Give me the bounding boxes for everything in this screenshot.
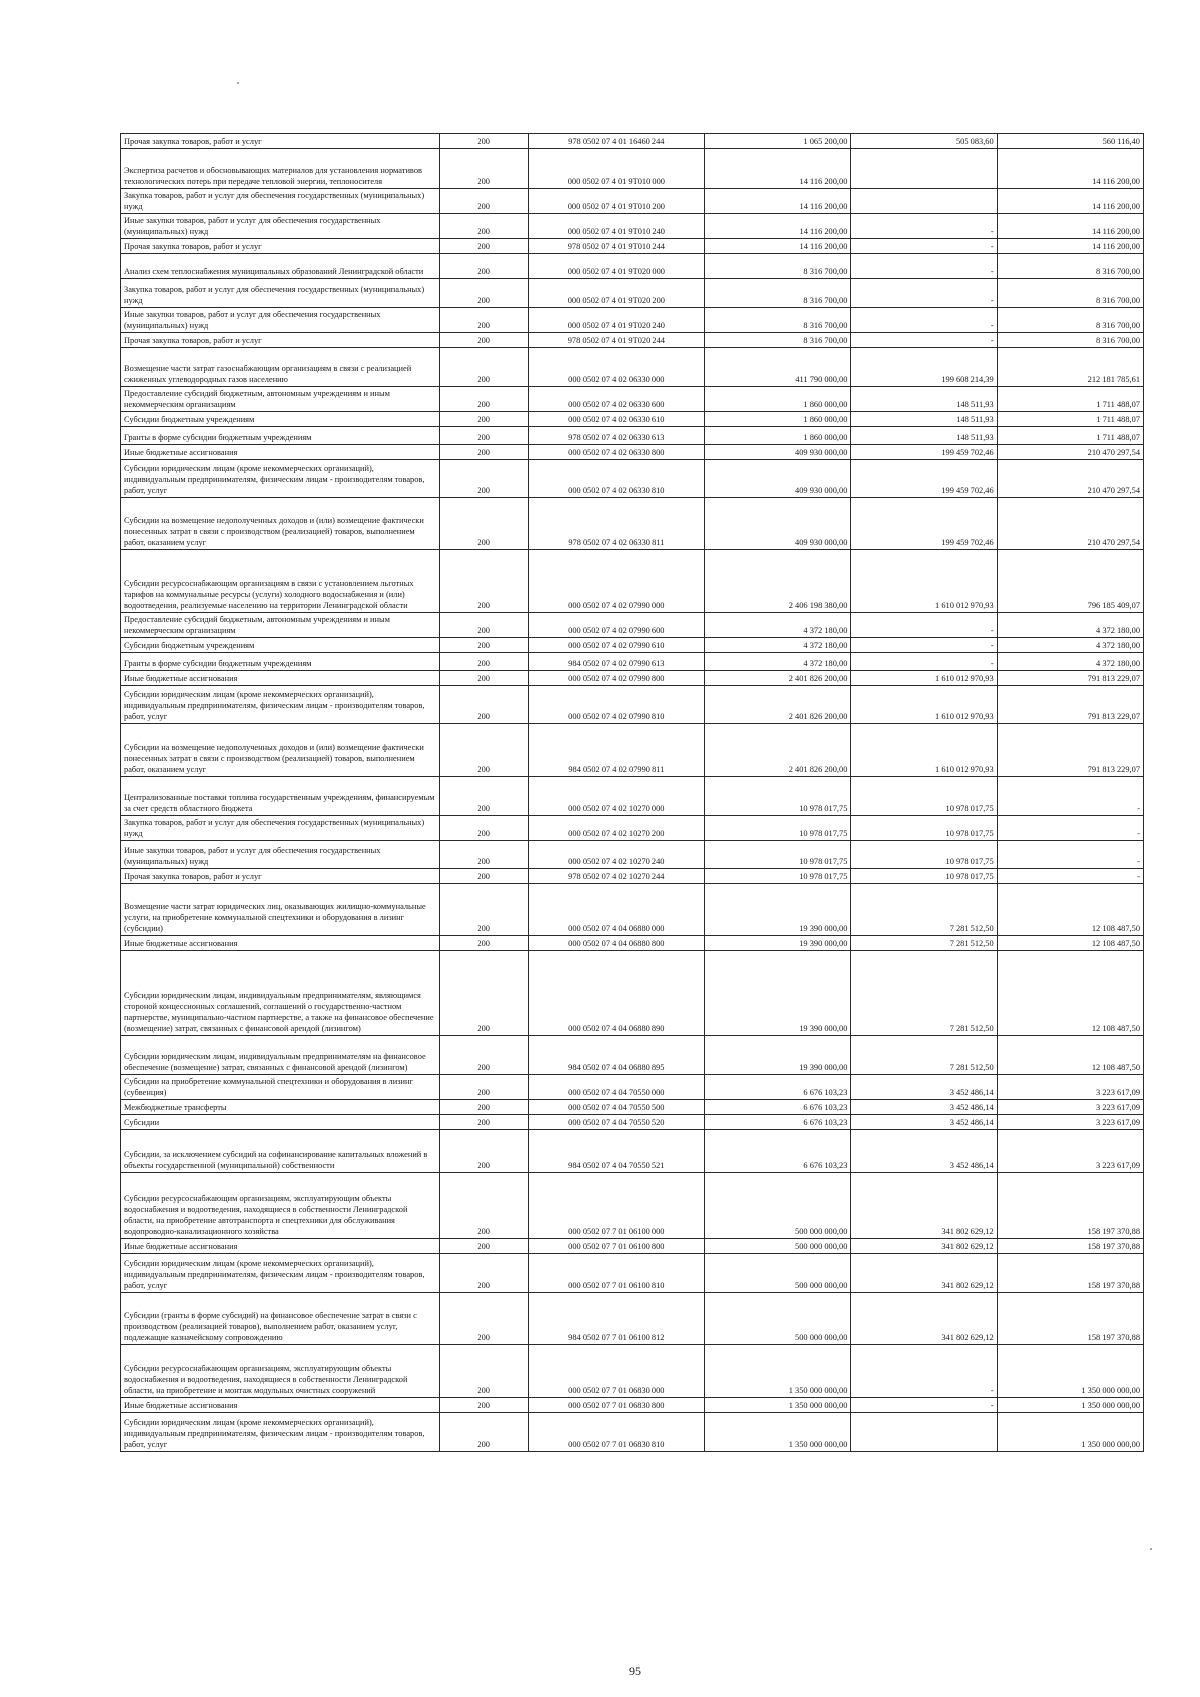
row-line-code-cell: 200 xyxy=(439,777,528,816)
row-name-cell: Субсидии юридическим лицам (кроме некоммерческих организаций), индивидуальным предпринимателям, физическим лицам - производителям товаров, работ, услуг xyxy=(121,460,440,498)
row-name-cell: Субсидии юридическим лицам, индивидуальным предпринимателям, являющимся стороной концессионных соглашений, соглашений о государственно-частном партнерстве, муниципально-частном партнерстве, а также на финансовое обеспечение (возмещение) затрат, связанных с финансовой арендой (лизингом) xyxy=(121,951,440,1036)
row-executed-amount-cell: - xyxy=(851,308,997,333)
row-executed-amount-cell: 199 459 702,46 xyxy=(851,460,997,498)
row-approved-amount-cell: 409 930 000,00 xyxy=(705,498,851,550)
row-executed-amount-cell: 3 452 486,14 xyxy=(851,1130,997,1173)
row-unexecuted-amount-cell: 1 711 488,07 xyxy=(997,412,1143,427)
row-approved-amount-cell: 14 116 200,00 xyxy=(705,214,851,239)
row-approved-amount-cell: 1 350 000 000,00 xyxy=(705,1413,851,1452)
table-row xyxy=(121,333,1144,348)
row-unexecuted-amount-cell: 3 223 617,09 xyxy=(997,1100,1143,1115)
row-budget-code-cell: 978 0502 07 4 01 16460 244 xyxy=(528,134,705,149)
row-line-code-cell: 200 xyxy=(439,214,528,239)
row-line-code-cell: 200 xyxy=(439,671,528,686)
row-line-code-cell: 200 xyxy=(439,1130,528,1173)
row-approved-amount-cell: 1 860 000,00 xyxy=(705,412,851,427)
table-row xyxy=(121,1130,1144,1173)
table-row xyxy=(121,1293,1144,1345)
row-name-cell: Субсидии на возмещение недополученных доходов и (или) возмещение фактически понесенных затрат в связи с производством (реализацией) товаров, выполнением работ, оказанием услуг xyxy=(121,724,440,777)
row-unexecuted-amount-cell: 14 116 200,00 xyxy=(997,239,1143,254)
row-approved-amount-cell: 409 930 000,00 xyxy=(705,445,851,460)
row-unexecuted-amount-cell: - xyxy=(997,777,1143,816)
row-unexecuted-amount-cell: 8 316 700,00 xyxy=(997,254,1143,279)
row-budget-code-cell: 000 0502 07 4 01 9Т010 200 xyxy=(528,189,705,214)
row-unexecuted-amount-cell: 158 197 370,88 xyxy=(997,1173,1143,1239)
row-approved-amount-cell: 14 116 200,00 xyxy=(705,149,851,189)
table-row xyxy=(121,308,1144,333)
row-budget-code-cell: 000 0502 07 7 01 06830 810 xyxy=(528,1413,705,1452)
row-approved-amount-cell: 19 390 000,00 xyxy=(705,1036,851,1075)
row-executed-amount-cell: - xyxy=(851,279,997,308)
row-name-cell: Возмещение части затрат юридических лиц, оказывающих жилищно-коммунальные услуги, на приобретение коммунальной спецтехники и оборудования в лизинг (субсидии) xyxy=(121,884,440,936)
table-row xyxy=(121,149,1144,189)
table-row xyxy=(121,686,1144,724)
row-budget-code-cell: 000 0502 07 4 02 07990 600 xyxy=(528,613,705,638)
row-line-code-cell: 200 xyxy=(439,638,528,653)
table-row xyxy=(121,638,1144,653)
row-executed-amount-cell: 148 511,93 xyxy=(851,387,997,412)
row-approved-amount-cell: 8 316 700,00 xyxy=(705,279,851,308)
row-line-code-cell: 200 xyxy=(439,239,528,254)
row-line-code-cell: 200 xyxy=(439,1239,528,1254)
row-name-cell: Прочая закупка товаров, работ и услуг xyxy=(121,333,440,348)
row-executed-amount-cell: 7 281 512,50 xyxy=(851,936,997,951)
row-budget-code-cell: 000 0502 07 4 02 06330 000 xyxy=(528,348,705,387)
row-budget-code-cell: 984 0502 07 4 02 07990 613 xyxy=(528,653,705,671)
row-executed-amount-cell: 10 978 017,75 xyxy=(851,841,997,869)
row-approved-amount-cell: 8 316 700,00 xyxy=(705,333,851,348)
row-line-code-cell: 200 xyxy=(439,1254,528,1293)
table-row xyxy=(121,1036,1144,1075)
table-row xyxy=(121,816,1144,841)
row-budget-code-cell: 000 0502 07 7 01 06830 000 xyxy=(528,1345,705,1398)
row-budget-code-cell: 000 0502 07 4 04 70550 000 xyxy=(528,1075,705,1100)
row-name-cell: Прочая закупка товаров, работ и услуг xyxy=(121,869,440,884)
table-row xyxy=(121,550,1144,613)
scan-speck xyxy=(1150,1548,1152,1550)
table-row xyxy=(121,387,1144,412)
row-name-cell: Субсидии ресурсоснабжающим организациям, эксплуатирующим объекты водоснабжения и водоотведения, находящиеся в собственности Ленинградской области, на приобретение автотранспорта и спецтехники для обслуживания водопроводно-канализационного хозяйства xyxy=(121,1173,440,1239)
row-executed-amount-cell: 10 978 017,75 xyxy=(851,869,997,884)
row-unexecuted-amount-cell: 12 108 487,50 xyxy=(997,1036,1143,1075)
row-unexecuted-amount-cell: 158 197 370,88 xyxy=(997,1293,1143,1345)
row-approved-amount-cell: 19 390 000,00 xyxy=(705,884,851,936)
row-executed-amount-cell: 505 083,60 xyxy=(851,134,997,149)
row-line-code-cell: 200 xyxy=(439,1293,528,1345)
row-approved-amount-cell: 10 978 017,75 xyxy=(705,841,851,869)
table-row xyxy=(121,671,1144,686)
row-unexecuted-amount-cell: 158 197 370,88 xyxy=(997,1254,1143,1293)
row-unexecuted-amount-cell: 791 813 229,07 xyxy=(997,686,1143,724)
row-executed-amount-cell: 7 281 512,50 xyxy=(851,951,997,1036)
row-budget-code-cell: 000 0502 07 4 02 07990 810 xyxy=(528,686,705,724)
row-executed-amount-cell: - xyxy=(851,653,997,671)
row-name-cell: Анализ схем теплоснабжения муниципальных образований Ленинградской области xyxy=(121,254,440,279)
table-row xyxy=(121,239,1144,254)
row-name-cell: Субсидии (гранты в форме субсидий) на финансовое обеспечение затрат в связи с производством (реализацией товаров), выполнением работ, оказанием услуг, подлежащие казначейскому сопровождению xyxy=(121,1293,440,1345)
row-executed-amount-cell: - xyxy=(851,333,997,348)
table-row xyxy=(121,214,1144,239)
row-line-code-cell: 200 xyxy=(439,308,528,333)
row-name-cell: Иные бюджетные ассигнования xyxy=(121,1239,440,1254)
row-unexecuted-amount-cell: 14 116 200,00 xyxy=(997,214,1143,239)
row-line-code-cell: 200 xyxy=(439,134,528,149)
table-row xyxy=(121,254,1144,279)
row-name-cell: Закупка товаров, работ и услуг для обеспечения государственных (муниципальных) нужд xyxy=(121,189,440,214)
row-unexecuted-amount-cell: 8 316 700,00 xyxy=(997,308,1143,333)
row-name-cell: Иные бюджетные ассигнования xyxy=(121,445,440,460)
row-unexecuted-amount-cell: 796 185 409,07 xyxy=(997,550,1143,613)
row-approved-amount-cell: 4 372 180,00 xyxy=(705,653,851,671)
row-executed-amount-cell xyxy=(851,1413,997,1452)
row-budget-code-cell: 000 0502 07 4 02 10270 000 xyxy=(528,777,705,816)
row-executed-amount-cell: 3 452 486,14 xyxy=(851,1100,997,1115)
table-row xyxy=(121,134,1144,149)
row-executed-amount-cell: 148 511,93 xyxy=(851,427,997,445)
table-row xyxy=(121,1115,1144,1130)
row-name-cell: Субсидии на приобретение коммунальной спецтехники и оборудования в лизинг (субвенция) xyxy=(121,1075,440,1100)
row-executed-amount-cell: - xyxy=(851,613,997,638)
row-name-cell: Межбюджетные трансферты xyxy=(121,1100,440,1115)
row-budget-code-cell: 000 0502 07 4 02 06330 800 xyxy=(528,445,705,460)
row-line-code-cell: 200 xyxy=(439,1075,528,1100)
table-row xyxy=(121,412,1144,427)
row-unexecuted-amount-cell: 158 197 370,88 xyxy=(997,1239,1143,1254)
row-line-code-cell: 200 xyxy=(439,445,528,460)
row-approved-amount-cell: 10 978 017,75 xyxy=(705,869,851,884)
row-executed-amount-cell: 7 281 512,50 xyxy=(851,1036,997,1075)
row-executed-amount-cell: 1 610 012 970,93 xyxy=(851,671,997,686)
row-line-code-cell: 200 xyxy=(439,653,528,671)
row-approved-amount-cell: 2 401 826 200,00 xyxy=(705,671,851,686)
row-unexecuted-amount-cell: 1 711 488,07 xyxy=(997,427,1143,445)
row-name-cell: Субсидии ресурсоснабжающим организациям, эксплуатирующим объекты водоснабжения и водоотведения, находящиеся в собственности Ленинградской области, на приобретение и монтаж модульных очистных сооружений xyxy=(121,1345,440,1398)
row-approved-amount-cell: 6 676 103,23 xyxy=(705,1130,851,1173)
row-unexecuted-amount-cell: - xyxy=(997,869,1143,884)
row-name-cell: Субсидии xyxy=(121,1115,440,1130)
row-unexecuted-amount-cell: - xyxy=(997,841,1143,869)
row-executed-amount-cell: 341 802 629,12 xyxy=(851,1239,997,1254)
row-executed-amount-cell: - xyxy=(851,239,997,254)
row-executed-amount-cell: 341 802 629,12 xyxy=(851,1173,997,1239)
row-line-code-cell: 200 xyxy=(439,936,528,951)
row-executed-amount-cell: 7 281 512,50 xyxy=(851,884,997,936)
row-budget-code-cell: 000 0502 07 4 01 9Т020 000 xyxy=(528,254,705,279)
row-line-code-cell: 200 xyxy=(439,333,528,348)
row-name-cell: Иные закупки товаров, работ и услуг для обеспечения государственных (муниципальных) нужд xyxy=(121,841,440,869)
row-line-code-cell: 200 xyxy=(439,149,528,189)
row-budget-code-cell: 000 0502 07 4 01 9Т020 200 xyxy=(528,279,705,308)
row-name-cell: Субсидии на возмещение недополученных доходов и (или) возмещение фактически понесенных затрат в связи с производством (реализацией) товаров, выполнением работ, оказанием услуг xyxy=(121,498,440,550)
row-line-code-cell: 200 xyxy=(439,686,528,724)
row-name-cell: Субсидии, за исключением субсидий на софинансирование капитальных вложений в объекты государственной (муниципальной) собственности xyxy=(121,1130,440,1173)
row-executed-amount-cell: - xyxy=(851,214,997,239)
row-unexecuted-amount-cell: 1 350 000 000,00 xyxy=(997,1413,1143,1452)
row-unexecuted-amount-cell: 210 470 297,54 xyxy=(997,460,1143,498)
row-name-cell: Иные закупки товаров, работ и услуг для обеспечения государственных (муниципальных) нужд xyxy=(121,308,440,333)
row-approved-amount-cell: 2 401 826 200,00 xyxy=(705,724,851,777)
row-budget-code-cell: 000 0502 07 4 04 70550 520 xyxy=(528,1115,705,1130)
row-budget-code-cell: 000 0502 07 7 01 06100 000 xyxy=(528,1173,705,1239)
row-name-cell: Закупка товаров, работ и услуг для обеспечения государственных (муниципальных) нужд xyxy=(121,816,440,841)
row-unexecuted-amount-cell: 210 470 297,54 xyxy=(997,445,1143,460)
row-approved-amount-cell: 1 350 000 000,00 xyxy=(705,1345,851,1398)
row-budget-code-cell: 000 0502 07 7 01 06100 810 xyxy=(528,1254,705,1293)
row-approved-amount-cell: 14 116 200,00 xyxy=(705,189,851,214)
row-budget-code-cell: 000 0502 07 4 02 10270 240 xyxy=(528,841,705,869)
row-executed-amount-cell: - xyxy=(851,638,997,653)
row-approved-amount-cell: 6 676 103,23 xyxy=(705,1115,851,1130)
row-approved-amount-cell: 500 000 000,00 xyxy=(705,1239,851,1254)
table-row xyxy=(121,498,1144,550)
table-row xyxy=(121,841,1144,869)
row-approved-amount-cell: 8 316 700,00 xyxy=(705,308,851,333)
row-unexecuted-amount-cell: 14 116 200,00 xyxy=(997,189,1143,214)
row-unexecuted-amount-cell: 212 181 785,61 xyxy=(997,348,1143,387)
row-budget-code-cell: 000 0502 07 4 01 9Т020 240 xyxy=(528,308,705,333)
row-executed-amount-cell: 341 802 629,12 xyxy=(851,1254,997,1293)
row-line-code-cell: 200 xyxy=(439,460,528,498)
row-name-cell: Иные бюджетные ассигнования xyxy=(121,1398,440,1413)
row-name-cell: Централизованные поставки топлива государственным учреждениям, финансируемым за счет средств областного бюджета xyxy=(121,777,440,816)
row-budget-code-cell: 000 0502 07 4 02 06330 810 xyxy=(528,460,705,498)
table-row xyxy=(121,777,1144,816)
row-budget-code-cell: 000 0502 07 4 02 06330 610 xyxy=(528,412,705,427)
row-approved-amount-cell: 10 978 017,75 xyxy=(705,816,851,841)
row-budget-code-cell: 984 0502 07 4 02 07990 811 xyxy=(528,724,705,777)
row-unexecuted-amount-cell: 8 316 700,00 xyxy=(997,279,1143,308)
row-unexecuted-amount-cell: 4 372 180,00 xyxy=(997,638,1143,653)
row-executed-amount-cell: 3 452 486,14 xyxy=(851,1115,997,1130)
table-row xyxy=(121,460,1144,498)
row-budget-code-cell: 000 0502 07 4 04 06880 000 xyxy=(528,884,705,936)
row-name-cell: Экспертиза расчетов и обосновывающих материалов для установления нормативов технологических потерь при передаче тепловой энергии, теплоносителя xyxy=(121,149,440,189)
table-row xyxy=(121,1254,1144,1293)
row-line-code-cell: 200 xyxy=(439,1173,528,1239)
row-approved-amount-cell: 4 372 180,00 xyxy=(705,638,851,653)
row-name-cell: Субсидии юридическим лицам, индивидуальным предпринимателям на финансовое обеспечение (возмещение) затрат, связанных с финансовой арендой (лизингом) xyxy=(121,1036,440,1075)
row-approved-amount-cell: 6 676 103,23 xyxy=(705,1100,851,1115)
table-row xyxy=(121,869,1144,884)
row-line-code-cell: 200 xyxy=(439,387,528,412)
row-name-cell: Субсидии юридическим лицам (кроме некоммерческих организаций), индивидуальным предпринимателям, физическим лицам - производителям товаров, работ, услуг xyxy=(121,1413,440,1452)
row-approved-amount-cell: 411 790 000,00 xyxy=(705,348,851,387)
row-line-code-cell: 200 xyxy=(439,724,528,777)
table-row xyxy=(121,1075,1144,1100)
row-line-code-cell: 200 xyxy=(439,1398,528,1413)
row-line-code-cell: 200 xyxy=(439,189,528,214)
row-unexecuted-amount-cell: 791 813 229,07 xyxy=(997,671,1143,686)
table-row xyxy=(121,279,1144,308)
row-budget-code-cell: 000 0502 07 4 02 10270 200 xyxy=(528,816,705,841)
page-number: 95 xyxy=(629,1664,641,1678)
row-line-code-cell: 200 xyxy=(439,884,528,936)
row-name-cell: Гранты в форме субсидии бюджетным учреждениям xyxy=(121,653,440,671)
row-approved-amount-cell: 1 860 000,00 xyxy=(705,427,851,445)
row-name-cell: Предоставление субсидий бюджетным, автономным учреждениям и иным некоммерческим организациям xyxy=(121,613,440,638)
row-budget-code-cell: 000 0502 07 4 01 9Т010 240 xyxy=(528,214,705,239)
row-approved-amount-cell: 8 316 700,00 xyxy=(705,254,851,279)
row-executed-amount-cell: 199 608 214,39 xyxy=(851,348,997,387)
row-executed-amount-cell: - xyxy=(851,1345,997,1398)
scan-speck xyxy=(237,82,239,84)
row-line-code-cell: 200 xyxy=(439,869,528,884)
row-budget-code-cell: 984 0502 07 7 01 06100 812 xyxy=(528,1293,705,1345)
row-approved-amount-cell: 2 401 826 200,00 xyxy=(705,686,851,724)
row-budget-code-cell: 000 0502 07 4 04 70550 500 xyxy=(528,1100,705,1115)
row-executed-amount-cell: 148 511,93 xyxy=(851,412,997,427)
row-approved-amount-cell: 10 978 017,75 xyxy=(705,777,851,816)
row-line-code-cell: 200 xyxy=(439,412,528,427)
row-executed-amount-cell: - xyxy=(851,1398,997,1413)
row-executed-amount-cell: 199 459 702,46 xyxy=(851,498,997,550)
row-name-cell: Субсидии бюджетным учреждениям xyxy=(121,638,440,653)
table-row xyxy=(121,348,1144,387)
row-unexecuted-amount-cell: 3 223 617,09 xyxy=(997,1130,1143,1173)
row-approved-amount-cell: 500 000 000,00 xyxy=(705,1293,851,1345)
row-approved-amount-cell: 4 372 180,00 xyxy=(705,613,851,638)
row-unexecuted-amount-cell: 14 116 200,00 xyxy=(997,149,1143,189)
row-unexecuted-amount-cell: 8 316 700,00 xyxy=(997,333,1143,348)
row-budget-code-cell: 984 0502 07 4 04 70550 521 xyxy=(528,1130,705,1173)
row-line-code-cell: 200 xyxy=(439,254,528,279)
table-row xyxy=(121,1413,1144,1452)
table-row xyxy=(121,653,1144,671)
row-line-code-cell: 200 xyxy=(439,841,528,869)
row-unexecuted-amount-cell: 12 108 487,50 xyxy=(997,951,1143,1036)
row-budget-code-cell: 000 0502 07 7 01 06100 800 xyxy=(528,1239,705,1254)
row-budget-code-cell: 000 0502 07 4 04 06880 800 xyxy=(528,936,705,951)
row-executed-amount-cell: - xyxy=(851,254,997,279)
table-row xyxy=(121,884,1144,936)
row-unexecuted-amount-cell: 4 372 180,00 xyxy=(997,613,1143,638)
row-line-code-cell: 200 xyxy=(439,279,528,308)
row-approved-amount-cell: 500 000 000,00 xyxy=(705,1173,851,1239)
row-unexecuted-amount-cell: 560 116,40 xyxy=(997,134,1143,149)
row-line-code-cell: 200 xyxy=(439,1115,528,1130)
row-line-code-cell: 200 xyxy=(439,613,528,638)
row-line-code-cell: 200 xyxy=(439,498,528,550)
row-name-cell: Субсидии ресурсоснабжающим организациям в связи с установлением льготных тарифов на коммунальные ресурсы (услуги) холодного водоснабжения и (или) водоотведения, реализуемые населению на территории Ленинградской области xyxy=(121,550,440,613)
row-name-cell: Иные бюджетные ассигнования xyxy=(121,936,440,951)
row-executed-amount-cell: 1 610 012 970,93 xyxy=(851,550,997,613)
row-unexecuted-amount-cell: 1 711 488,07 xyxy=(997,387,1143,412)
row-unexecuted-amount-cell: 12 108 487,50 xyxy=(997,936,1143,951)
row-budget-code-cell: 000 0502 07 4 01 9Т010 000 xyxy=(528,149,705,189)
row-name-cell: Прочая закупка товаров, работ и услуг xyxy=(121,134,440,149)
row-executed-amount-cell: 10 978 017,75 xyxy=(851,777,997,816)
row-name-cell: Иные закупки товаров, работ и услуг для обеспечения государственных (муниципальных) нужд xyxy=(121,214,440,239)
row-unexecuted-amount-cell: - xyxy=(997,816,1143,841)
row-approved-amount-cell: 500 000 000,00 xyxy=(705,1254,851,1293)
row-name-cell: Предоставление субсидий бюджетным, автономным учреждениям и иным некоммерческим организациям xyxy=(121,387,440,412)
row-approved-amount-cell: 6 676 103,23 xyxy=(705,1075,851,1100)
row-name-cell: Субсидии юридическим лицам (кроме некоммерческих организаций), индивидуальным предпринимателям, физическим лицам - производителям товаров, работ, услуг xyxy=(121,1254,440,1293)
row-budget-code-cell: 000 0502 07 4 02 07990 610 xyxy=(528,638,705,653)
table-row xyxy=(121,1398,1144,1413)
row-executed-amount-cell: 1 610 012 970,93 xyxy=(851,686,997,724)
row-budget-code-cell: 000 0502 07 4 02 06330 600 xyxy=(528,387,705,412)
table-row xyxy=(121,445,1144,460)
row-executed-amount-cell xyxy=(851,149,997,189)
table-row xyxy=(121,189,1144,214)
row-line-code-cell: 200 xyxy=(439,1036,528,1075)
row-line-code-cell: 200 xyxy=(439,427,528,445)
row-unexecuted-amount-cell: 791 813 229,07 xyxy=(997,724,1143,777)
row-budget-code-cell: 978 0502 07 4 02 10270 244 xyxy=(528,869,705,884)
table-row xyxy=(121,613,1144,638)
row-unexecuted-amount-cell: 1 350 000 000,00 xyxy=(997,1398,1143,1413)
row-line-code-cell: 200 xyxy=(439,1100,528,1115)
row-executed-amount-cell: 1 610 012 970,93 xyxy=(851,724,997,777)
row-name-cell: Иные бюджетные ассигнования xyxy=(121,671,440,686)
row-name-cell: Гранты в форме субсидии бюджетным учреждениям xyxy=(121,427,440,445)
row-budget-code-cell: 978 0502 07 4 02 06330 811 xyxy=(528,498,705,550)
row-approved-amount-cell: 19 390 000,00 xyxy=(705,936,851,951)
row-approved-amount-cell: 14 116 200,00 xyxy=(705,239,851,254)
row-budget-code-cell: 000 0502 07 7 01 06830 800 xyxy=(528,1398,705,1413)
row-line-code-cell: 200 xyxy=(439,951,528,1036)
row-name-cell: Закупка товаров, работ и услуг для обеспечения государственных (муниципальных) нужд xyxy=(121,279,440,308)
row-budget-code-cell: 000 0502 07 4 04 06880 890 xyxy=(528,951,705,1036)
row-approved-amount-cell: 1 860 000,00 xyxy=(705,387,851,412)
row-executed-amount-cell: 199 459 702,46 xyxy=(851,445,997,460)
row-approved-amount-cell: 409 930 000,00 xyxy=(705,460,851,498)
row-budget-code-cell: 000 0502 07 4 02 07990 800 xyxy=(528,671,705,686)
row-budget-code-cell: 984 0502 07 4 04 06880 895 xyxy=(528,1036,705,1075)
row-name-cell: Прочая закупка товаров, работ и услуг xyxy=(121,239,440,254)
table-row xyxy=(121,1100,1144,1115)
row-budget-code-cell: 978 0502 07 4 02 06330 613 xyxy=(528,427,705,445)
row-line-code-cell: 200 xyxy=(439,1345,528,1398)
row-name-cell: Субсидии юридическим лицам (кроме некоммерческих организаций), индивидуальным предпринимателям, физическим лицам - производителям товаров, работ, услуг xyxy=(121,686,440,724)
table-row xyxy=(121,724,1144,777)
row-line-code-cell: 200 xyxy=(439,348,528,387)
row-budget-code-cell: 978 0502 07 4 01 9Т020 244 xyxy=(528,333,705,348)
row-budget-code-cell: 978 0502 07 4 01 9Т010 244 xyxy=(528,239,705,254)
table-row xyxy=(121,1345,1144,1398)
row-name-cell: Субсидии бюджетным учреждениям xyxy=(121,412,440,427)
table-row xyxy=(121,951,1144,1036)
row-executed-amount-cell xyxy=(851,189,997,214)
table-row xyxy=(121,1173,1144,1239)
row-approved-amount-cell: 19 390 000,00 xyxy=(705,951,851,1036)
budget-execution-table xyxy=(120,133,1144,1452)
row-unexecuted-amount-cell: 1 350 000 000,00 xyxy=(997,1345,1143,1398)
row-line-code-cell: 200 xyxy=(439,816,528,841)
row-unexecuted-amount-cell: 4 372 180,00 xyxy=(997,653,1143,671)
row-approved-amount-cell: 1 065 200,00 xyxy=(705,134,851,149)
row-unexecuted-amount-cell: 12 108 487,50 xyxy=(997,884,1143,936)
table-body xyxy=(121,134,1144,1452)
row-line-code-cell: 200 xyxy=(439,550,528,613)
row-unexecuted-amount-cell: 210 470 297,54 xyxy=(997,498,1143,550)
row-executed-amount-cell: 341 802 629,12 xyxy=(851,1293,997,1345)
row-unexecuted-amount-cell: 3 223 617,09 xyxy=(997,1115,1143,1130)
row-approved-amount-cell: 2 406 198 380,00 xyxy=(705,550,851,613)
row-executed-amount-cell: 3 452 486,14 xyxy=(851,1075,997,1100)
table-row xyxy=(121,1239,1144,1254)
row-line-code-cell: 200 xyxy=(439,1413,528,1452)
table-row xyxy=(121,936,1144,951)
row-executed-amount-cell: 10 978 017,75 xyxy=(851,816,997,841)
row-name-cell: Возмещение части затрат газоснабжающим организациям в связи с реализацией сжиженных углеводородных газов населению xyxy=(121,348,440,387)
row-unexecuted-amount-cell: 3 223 617,09 xyxy=(997,1075,1143,1100)
row-approved-amount-cell: 1 350 000 000,00 xyxy=(705,1398,851,1413)
table-row xyxy=(121,427,1144,445)
row-budget-code-cell: 000 0502 07 4 02 07990 000 xyxy=(528,550,705,613)
